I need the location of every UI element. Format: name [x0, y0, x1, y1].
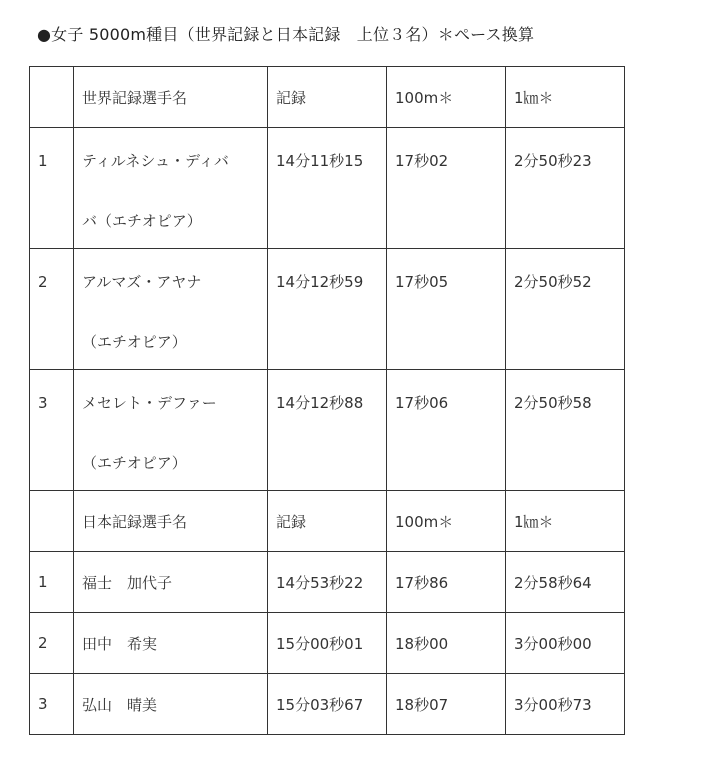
rank-cell: 1: [30, 552, 74, 613]
athlete-name-cell: ティルネシュ・ディバ バ（エチオピア）: [74, 128, 268, 249]
pace-1km-header: 1㎞＊: [506, 67, 625, 128]
record-cell: 15分00秒01: [268, 613, 387, 674]
pace-1km-header: 1㎞＊: [506, 491, 625, 552]
rank-header-cell: [30, 67, 74, 128]
world-header-row: [30, 67, 625, 128]
pace-1km-cell: 3分00秒00: [506, 613, 625, 674]
pace-1km-cell: 2分50秒58: [506, 370, 625, 491]
pace-1km-cell: 2分50秒23: [506, 128, 625, 249]
rank-cell: 1: [30, 128, 74, 249]
world-athlete-name-header: 世界記録選手名: [74, 67, 268, 128]
records-table: [29, 66, 625, 735]
pace-100m-header: 100m＊: [387, 491, 506, 552]
rank-cell: 3: [30, 674, 74, 735]
rank-cell: 3: [30, 370, 74, 491]
record-cell: 14分53秒22: [268, 552, 387, 613]
pace-1km-cell: 2分58秒64: [506, 552, 625, 613]
table-row: [30, 128, 625, 249]
table-row: [30, 552, 625, 613]
table-row: [30, 674, 625, 735]
rank-cell: 2: [30, 613, 74, 674]
pace-100m-cell: 18秒07: [387, 674, 506, 735]
athlete-name-cell: 弘山 晴美: [74, 674, 268, 735]
record-cell: 14分12秒59: [268, 249, 387, 370]
table-row: [30, 613, 625, 674]
pace-100m-cell: 17秒06: [387, 370, 506, 491]
pace-100m-cell: 17秒05: [387, 249, 506, 370]
record-header: 記録: [268, 67, 387, 128]
rank-header-cell: [30, 491, 74, 552]
pace-100m-header: 100m＊: [387, 67, 506, 128]
athlete-name-cell: メセレト・デファー （エチオピア）: [74, 370, 268, 491]
record-header: 記録: [268, 491, 387, 552]
athlete-name-cell: 福士 加代子: [74, 552, 268, 613]
athlete-name-cell: アルマズ・アヤナ （エチオピア）: [74, 249, 268, 370]
athlete-name-cell: 田中 希実: [74, 613, 268, 674]
table-row: [30, 249, 625, 370]
pace-100m-cell: 17秒86: [387, 552, 506, 613]
table-row: [30, 370, 625, 491]
pace-100m-cell: 17秒02: [387, 128, 506, 249]
pace-1km-cell: 2分50秒52: [506, 249, 625, 370]
japan-athlete-name-header: 日本記録選手名: [74, 491, 268, 552]
document-title: ●女子 5000m種目（世界記録と日本記録 上位３名）＊ペース換算: [37, 25, 535, 44]
rank-cell: 2: [30, 249, 74, 370]
record-cell: 14分11秒15: [268, 128, 387, 249]
japan-header-row: [30, 491, 625, 552]
record-cell: 15分03秒67: [268, 674, 387, 735]
record-cell: 14分12秒88: [268, 370, 387, 491]
pace-1km-cell: 3分00秒73: [506, 674, 625, 735]
pace-100m-cell: 18秒00: [387, 613, 506, 674]
